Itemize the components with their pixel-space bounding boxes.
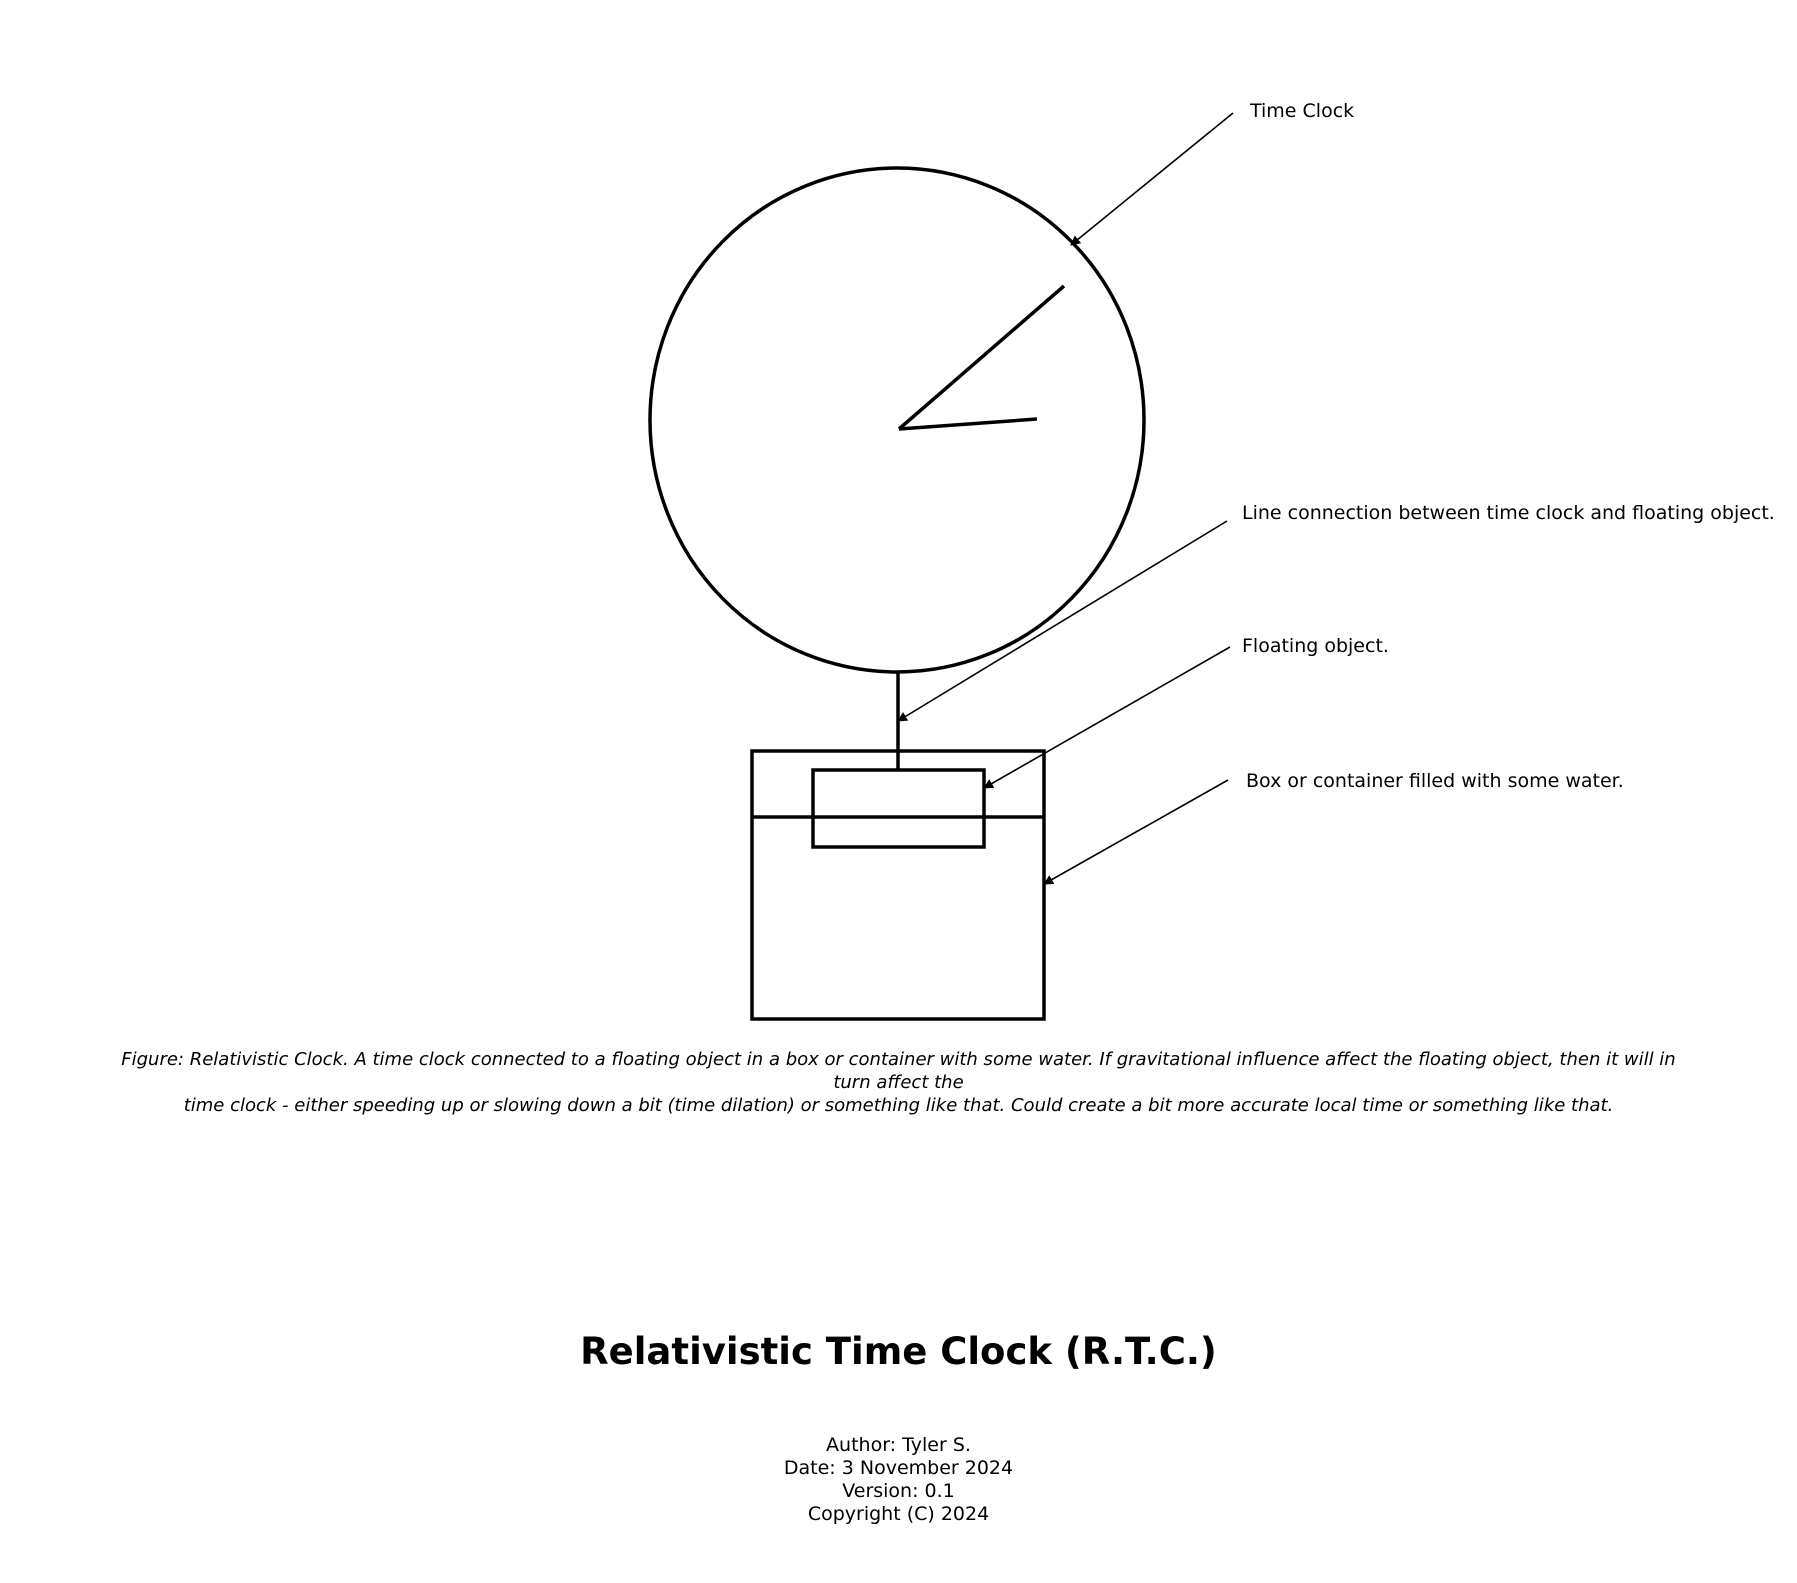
date-line: Date: 3 November 2024: [783, 1457, 1014, 1479]
clock-minute-hand: [899, 286, 1064, 429]
box-container-label: Box or container filled with some water.: [1246, 770, 1624, 792]
water-container-box: [752, 751, 1044, 1019]
time-clock-label: Time Clock: [1250, 100, 1355, 122]
time-clock-face: [650, 168, 1144, 672]
clock-hour-hand: [899, 419, 1037, 429]
figure-caption-line-1: Figure: Relativistic Clock. A time clock connected to a floating object in a box or container with some water. If gravitational influence affect the floating object, then it will in turn affect the: [121, 1049, 1676, 1093]
floating-object: [813, 770, 984, 847]
line-connection-label: Line connection between time clock and floating object.: [1242, 502, 1775, 524]
time-clock-arrow: [1071, 113, 1233, 245]
document-title: Relativistic Time Clock (R.T.C.): [580, 1330, 1217, 1373]
box-container-arrow: [1044, 780, 1228, 884]
figure-caption: [120, 1048, 1677, 1117]
figure-caption-line-2: time clock - either speeding up or slowing down a bit (time dilation) or something like that. Could create a bit more accurate local time or something like that.: [183, 1095, 1614, 1116]
copyright-line: Copyright (C) 2024: [807, 1503, 990, 1525]
line-connection-arrow: [898, 521, 1227, 721]
author-line: Author: Tyler S.: [826, 1434, 971, 1456]
version-line: Version: 0.1: [842, 1480, 955, 1502]
document-metadata: [0, 1434, 1797, 1526]
floating-object-arrow: [984, 647, 1230, 788]
floating-object-label: Floating object.: [1242, 635, 1389, 657]
